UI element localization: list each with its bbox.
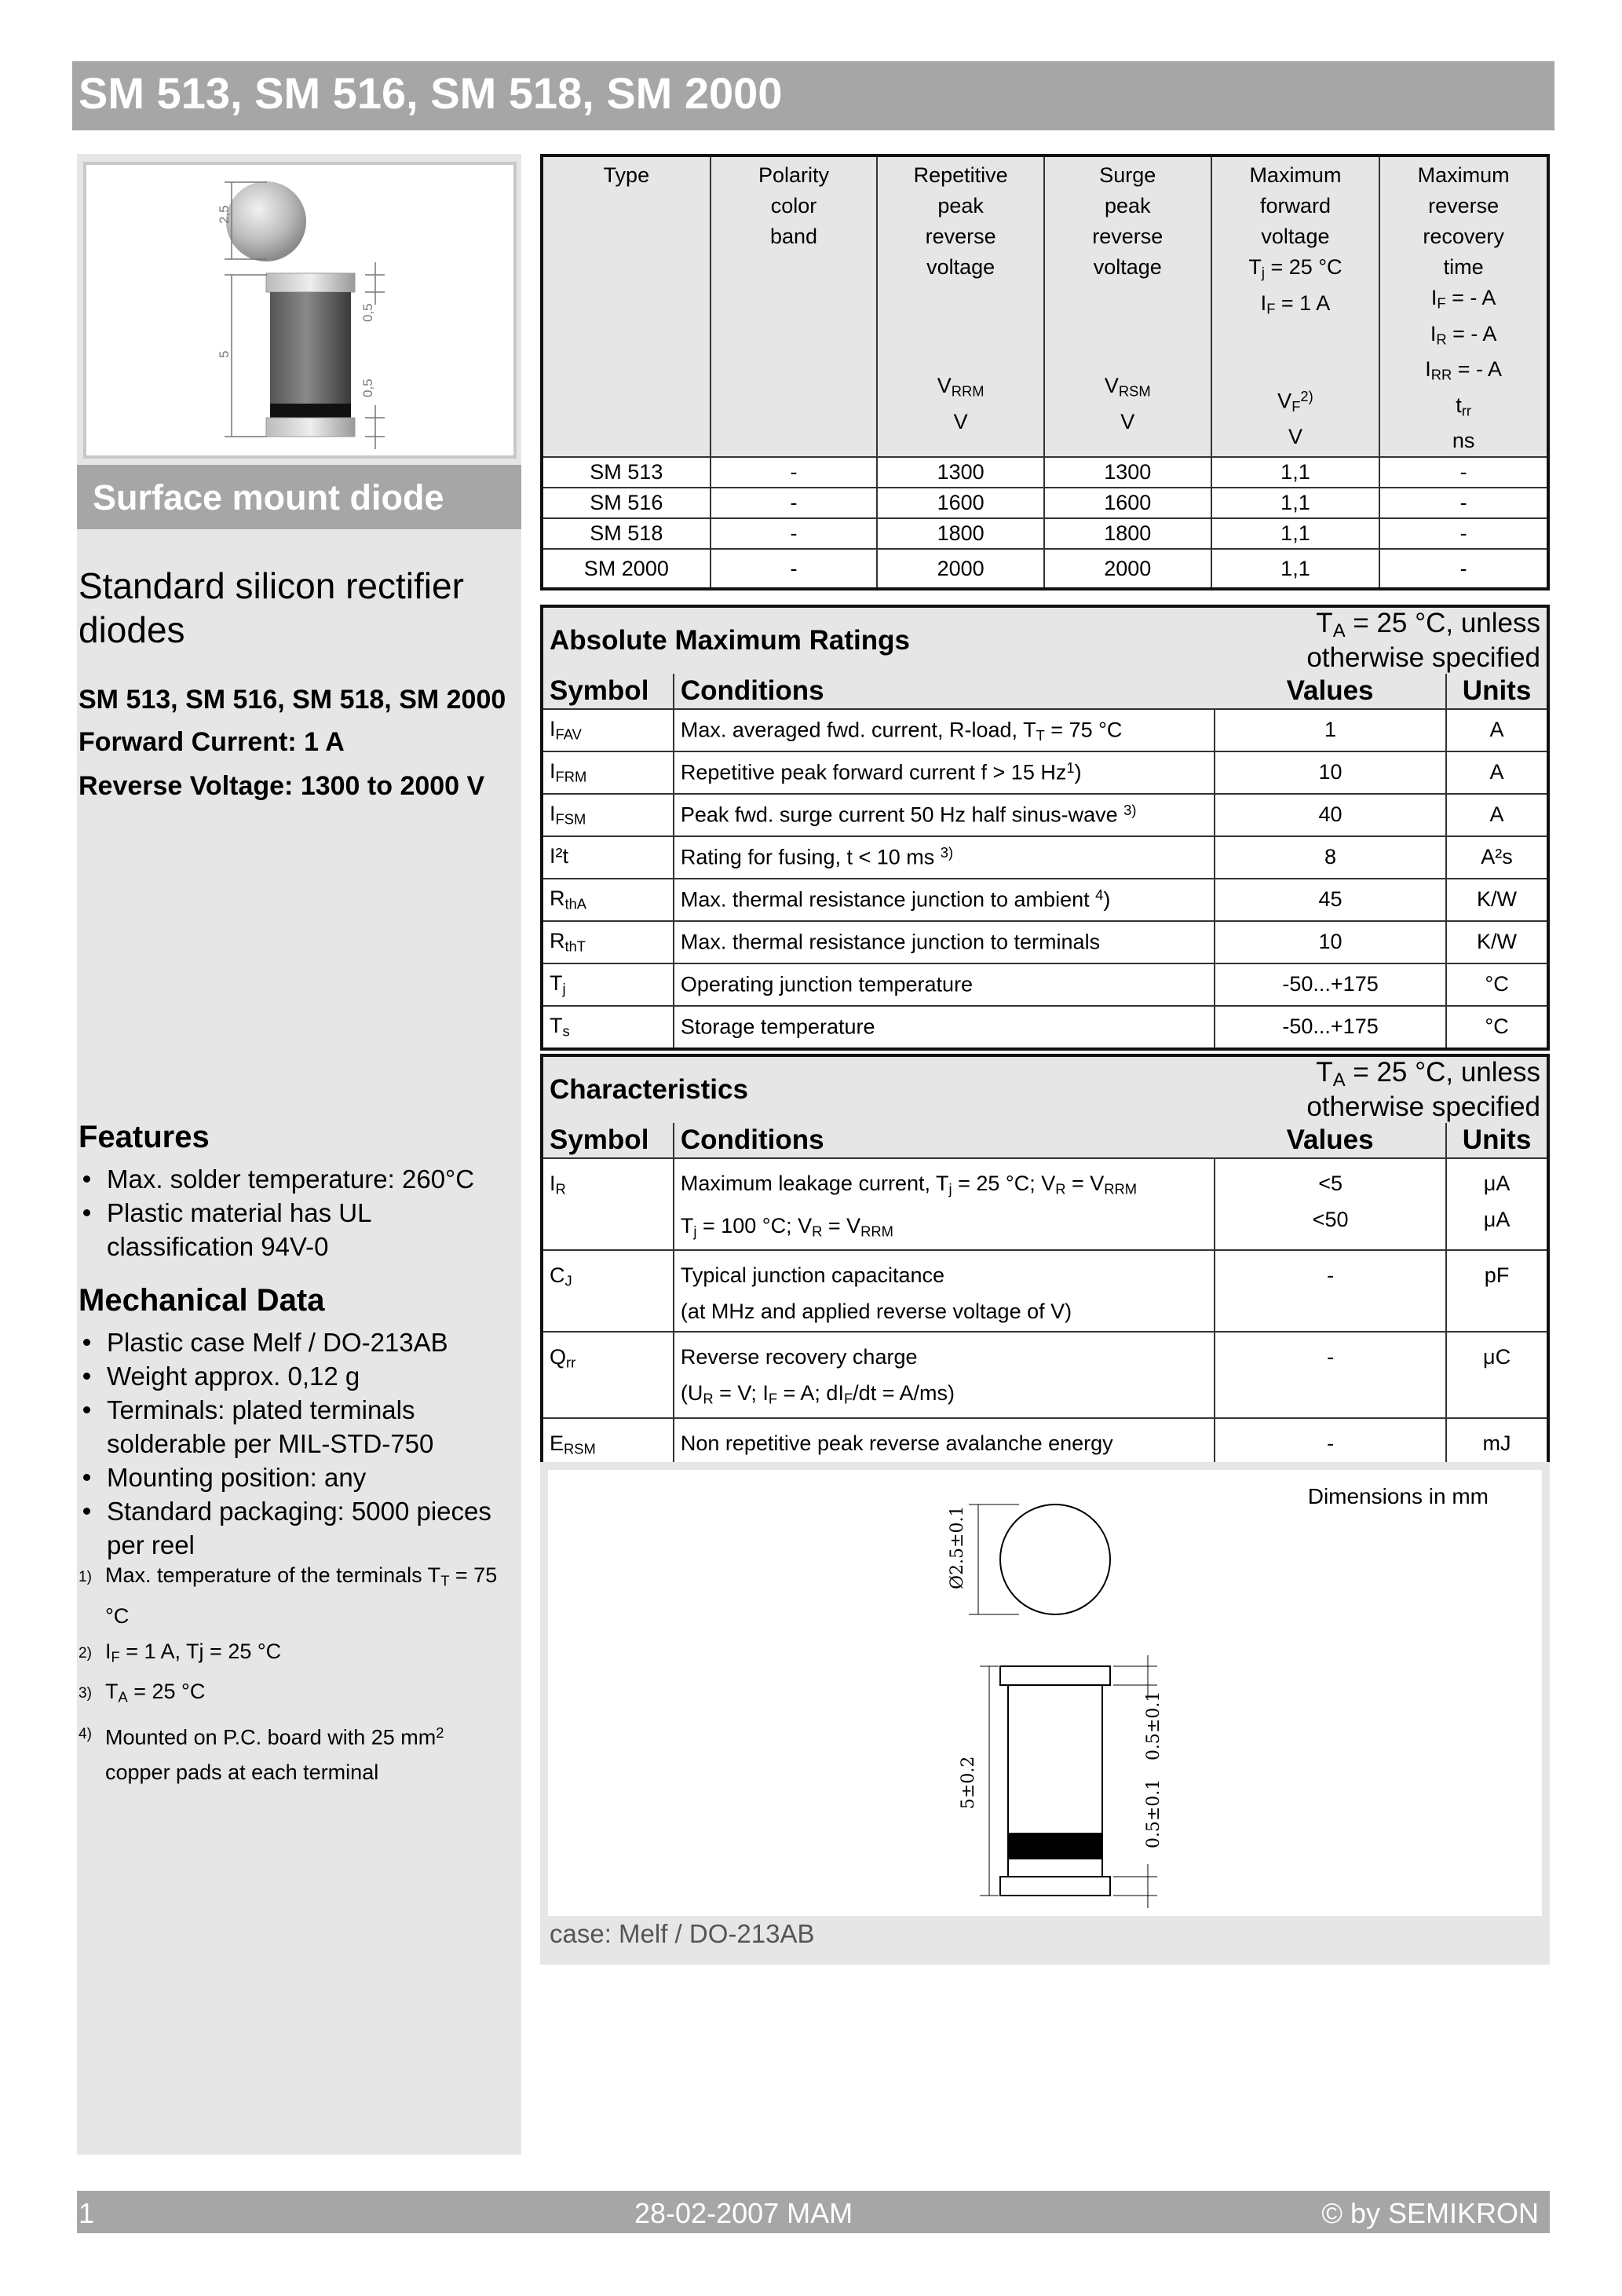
char-table-title-row bbox=[542, 1055, 1548, 1123]
list-item: Plastic material has UL classification 94V-0 bbox=[79, 1196, 523, 1263]
mechanical-heading: Mechanical Data bbox=[79, 1283, 325, 1318]
page-title: SM 513, SM 516, SM 518, SM 2000 bbox=[79, 68, 783, 118]
abs-table-title: Absolute Maximum Ratings bbox=[542, 606, 1215, 674]
dimensions-caption: Dimensions in mm bbox=[1307, 1484, 1489, 1508]
footnote-3: 3) $T_A = 25$ °C bbox=[79, 1680, 206, 1706]
table-row: $T_j$ Operating junction temperature -50...+175 °C bbox=[542, 963, 1548, 1006]
col-type: Type bbox=[542, 155, 711, 457]
absolute-max-ratings-table bbox=[540, 605, 1550, 1051]
product-label-bar bbox=[77, 465, 521, 529]
dimensions-drawing-area bbox=[548, 1470, 1542, 1916]
footer-date: 28-02-2007 MAM bbox=[634, 2197, 853, 2229]
table-row: $E_{RSM}$ Non repetitive peak reverse avalanche energy - mJ bbox=[542, 1418, 1548, 1505]
dim-cap-bottom-label: 0.5±0.1 bbox=[1144, 1779, 1164, 1848]
col-recovery: Maximum reverse recovery time $I_F$ = - A $I_R$ = - A $I_{RR}$ = - A $t_{rr}$ ns bbox=[1379, 155, 1548, 457]
features-list bbox=[79, 1162, 523, 1263]
col-forward: Maximum forward voltage $T_j = 25$ °C $I_F = 1$ A $V_F^{2)}$ V bbox=[1211, 155, 1380, 457]
footnotes bbox=[79, 1558, 518, 1790]
forward-current: Forward Current: 1 A bbox=[79, 727, 345, 757]
dim-diameter-label: Ø2.5±0.1 bbox=[948, 1505, 967, 1589]
list-item: Weight approx. 0,12 g bbox=[79, 1359, 523, 1393]
photo-dim-cap-bottom: 0,5 bbox=[360, 378, 375, 397]
abs-table-spec: $T_A = 25$ °C, unless otherwise specified bbox=[1215, 606, 1548, 674]
list-item: Plastic case Melf / DO-213AB bbox=[79, 1325, 523, 1359]
characteristics-table bbox=[540, 1054, 1550, 1506]
dim-cap-top-label: 0.5±0.1 bbox=[1144, 1691, 1164, 1760]
col-repetitive: Repetitive peak reverse voltage $V_{RRM}$ V bbox=[877, 155, 1044, 457]
type-table bbox=[540, 154, 1550, 590]
diode-photo-drawing bbox=[86, 165, 513, 455]
table-row: $R_{thT}$ Max. thermal resistance junction to terminals 10 K/W bbox=[542, 921, 1548, 963]
char-table-title: Characteristics bbox=[542, 1055, 1215, 1123]
models-line: SM 513, SM 516, SM 518, SM 2000 bbox=[79, 685, 506, 715]
footer-copyright: © by SEMIKRON bbox=[1321, 2197, 1539, 2229]
table-row: $I_{FRM}$ Repetitive peak forward current f > 15 Hz$^1$) 10 A bbox=[542, 751, 1548, 794]
abs-table-column-header: Symbol Conditions Values Units bbox=[542, 674, 1548, 709]
table-row: SM 518 - 1800 1800 1,1 - bbox=[542, 518, 1548, 549]
dim-length-label: 5±0.2 bbox=[959, 1756, 978, 1809]
table-row: $R_{thA}$ Max. thermal resistance junction to ambient $^4$) 45 K/W bbox=[542, 879, 1548, 921]
col-surge: Surge peak reverse voltage $V_{RSM}$ V bbox=[1044, 155, 1211, 457]
table-row: I²t Rating for fusing, t < 10 ms $^{3)}$ 8 A²s bbox=[542, 836, 1548, 879]
char-table-spec: $T_A = 25$ °C, unless otherwise specified bbox=[1215, 1055, 1548, 1123]
product-label: Surface mount diode bbox=[93, 477, 444, 517]
photo-dim-body: 5 bbox=[217, 350, 232, 358]
subtitle: Standard silicon rectifier diodes bbox=[79, 565, 464, 650]
left-column bbox=[77, 154, 521, 2155]
footer bbox=[77, 2191, 1550, 2233]
footer-page: 1 bbox=[79, 2197, 95, 2229]
product-photo bbox=[83, 162, 517, 459]
table-row: $I_{FAV}$ Max. averaged fwd. current, R-load, $T_T = 75$ °C 1 A bbox=[542, 709, 1548, 751]
list-item: Terminals: plated terminals solderable per MIL-STD-750 bbox=[79, 1393, 523, 1461]
table-row: $I_{FSM}$ Peak fwd. surge current 50 Hz half sinus-wave $^{3)}$ 40 A bbox=[542, 794, 1548, 836]
char-table-column-header: Symbol Conditions Values Units bbox=[542, 1123, 1548, 1158]
features-heading: Features bbox=[79, 1120, 210, 1154]
abs-table-title-row bbox=[542, 606, 1548, 674]
footnote-4: 4) Mounted on P.C. board with 25 $mm^2$ copper pads at each terminal bbox=[79, 1724, 444, 1784]
table-row: $T_s$ Storage temperature -50...+175 °C bbox=[542, 1006, 1548, 1049]
list-item: Mounting position: any bbox=[79, 1461, 523, 1494]
type-table-header bbox=[542, 155, 1548, 457]
photo-dim-cap-top: 0,5 bbox=[360, 303, 375, 322]
title-bar bbox=[72, 61, 1554, 130]
photo-dim-top: 2,5 bbox=[217, 205, 232, 224]
reverse-voltage: Reverse Voltage: 1300 to 2000 V bbox=[79, 771, 485, 801]
footnote-1: 1) Max. temperature of the terminals $T_T = 75$ °C bbox=[79, 1563, 498, 1628]
table-row: SM 2000 - 2000 2000 1,1 - bbox=[542, 549, 1548, 589]
table-row: $Q_{rr}$ Reverse recovery charge ($U_R = V$; $I_F = A$; $dI_F/dt = A/ms$) - μC bbox=[542, 1332, 1548, 1418]
dimensions-drawing bbox=[548, 1470, 1542, 1916]
mechanical-list bbox=[79, 1325, 523, 1562]
dimensions-panel bbox=[540, 1462, 1550, 1965]
col-polarity: Polarity color band bbox=[711, 155, 878, 457]
list-item: Standard packaging: 5000 pieces per reel bbox=[79, 1494, 523, 1562]
table-row: $I_R$ Maximum leakage current, $T_j = 25$ °C; $V_R = V_{RRM}$ $T_j = 100$ °C; $V_R = V_{RRM}$ <5 <50 μA μA bbox=[542, 1158, 1548, 1250]
list-item: Max. solder temperature: 260°C bbox=[79, 1162, 523, 1196]
case-label: case: Melf / DO-213AB bbox=[550, 1919, 815, 1948]
footnote-2: 2) $I_F = 1$ A, Tj = 25 °C bbox=[79, 1639, 282, 1665]
table-row: SM 516 - 1600 1600 1,1 - bbox=[542, 488, 1548, 518]
table-row: SM 513 - 1300 1300 1,1 - bbox=[542, 457, 1548, 488]
table-row: $C_J$ Typical junction capacitance (at MHz and applied reverse voltage of V) - pF bbox=[542, 1250, 1548, 1332]
